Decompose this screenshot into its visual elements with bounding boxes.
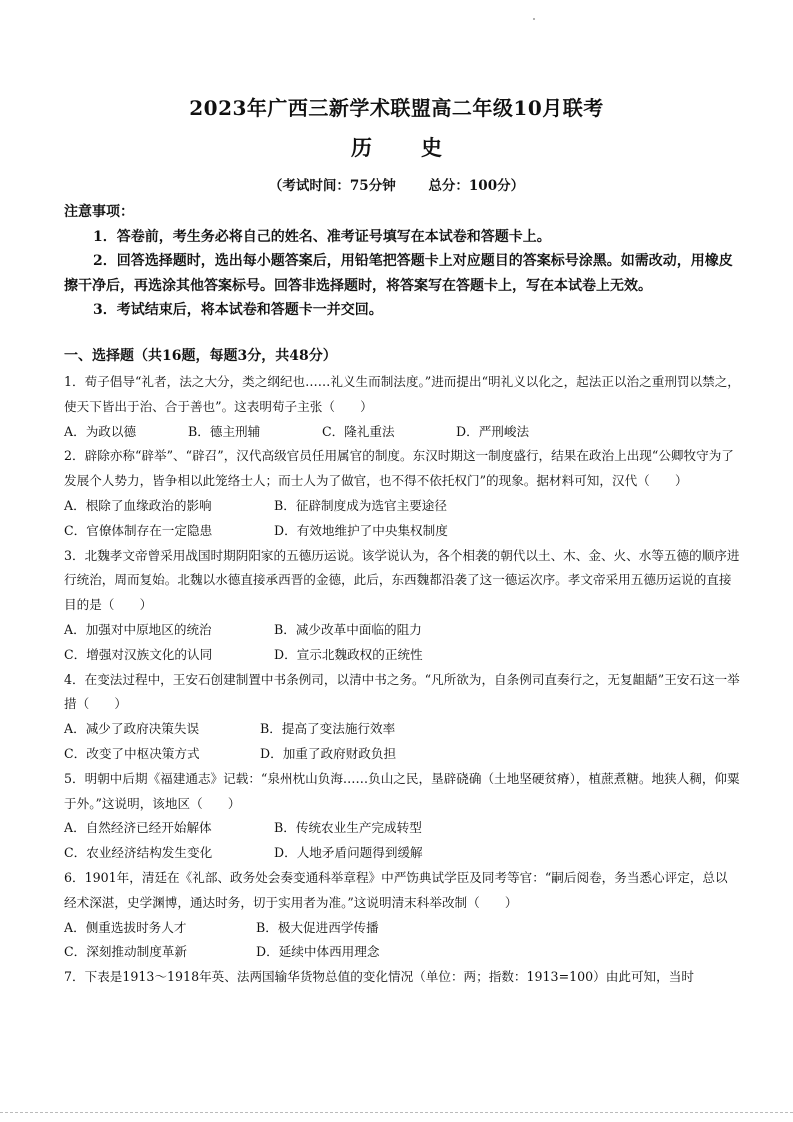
option: A．根除了血缘政治的影响 <box>64 497 212 513</box>
options-row <box>64 841 740 866</box>
note-item: 2．回答选择题时，选出每小题答案后，用铅笔把答题卡上对应题目的答案标号涂黑。如需改动，用橡皮擦干净后，再选涂其他答案标号。回答非选择题时，将答案写在答题卡上，写在本试卷上无效。 <box>64 253 733 294</box>
options-row <box>64 940 740 965</box>
option: C．改变了中枢决策方式 <box>64 745 200 761</box>
options-row <box>64 494 740 519</box>
question-stem: 6．1901年，清廷在《礼部、政务处会奏变通科举章程》中严饬典试学臣及同考等官：“嗣后阅卷，务当悉心评定，总以经术深湛，史学渊博，通达时务，切于实用者为准。”这说明清末科举改制（ ） <box>64 869 728 910</box>
option: C．增强对汉族文化的认同 <box>64 646 213 662</box>
exam-score: 总分：100分） <box>428 178 525 194</box>
option: B．征辟制度成为选官主要途径 <box>274 497 447 513</box>
option: D．延续中体西用理念 <box>256 944 380 960</box>
question <box>64 370 740 444</box>
exam-info <box>0 174 793 194</box>
scan-dot <box>533 18 535 20</box>
question-list <box>64 370 740 990</box>
options-row <box>64 420 740 445</box>
question <box>64 767 740 866</box>
option: A．减少了政府决策失误 <box>64 721 200 737</box>
question-stem: 1．荀子倡导“礼者，法之大分，类之纲纪也……礼义生而制法度。”进而提出“明礼义以化之，起法正以治之重刑罚以禁之，使天下皆出于治、合于善也”。这表明荀子主张（ ） <box>64 374 740 414</box>
options-row <box>64 519 740 544</box>
note-item: 3．考试结束后，将本试卷和答题卡一并交回。 <box>93 302 383 318</box>
option: A．侧重选拔时务人才 <box>64 919 187 935</box>
question-stem: 3．北魏孝文帝曾采用战国时期阴阳家的五德历运说。该学说认为，各个相袭的朝代以土、木、金、火、水等五德的顺序进行统治，周而复始。北魏以水德直接承西晋的金德，此后，东西魏都沿袭了这一德运次序。孝文帝采用五德历运说的直接目的是（ ） <box>64 547 740 613</box>
notes-heading: 注意事项： <box>64 204 134 220</box>
option: C．深刻推动制度革新 <box>64 944 187 960</box>
options-row <box>64 618 740 643</box>
option: A．自然经济已经开始解体 <box>64 820 212 836</box>
question <box>64 866 740 965</box>
option: C．官僚体制存在一定隐患 <box>64 522 213 538</box>
option: B．极大促进西学传播 <box>256 919 379 935</box>
question <box>64 544 740 668</box>
option: B．传统农业生产完成转型 <box>274 820 422 836</box>
option: A．加强对中原地区的统治 <box>64 621 212 637</box>
question <box>64 965 740 990</box>
notes-block <box>64 200 734 323</box>
options-row <box>64 643 740 668</box>
section-title: 一、选择题（共16题，每题3分，共48分） <box>64 348 337 364</box>
options-row <box>64 916 740 941</box>
option: B．减少改革中面临的阻力 <box>274 621 422 637</box>
option: D．严刑峻法 <box>456 423 530 439</box>
question-stem: 7．下表是1913～1918年英、法两国输华货物总值的变化情况（单位：两；指数：1913=100）由此可知，当时 <box>64 969 694 985</box>
note-item: 1．答卷前，考生务必将自己的姓名、准考证号填写在本试卷和答题卡上。 <box>93 228 551 245</box>
option: B．提高了变法施行效率 <box>260 721 396 737</box>
exam-title: 2023年广西三新学术联盟高二年级10月联考 <box>189 96 604 120</box>
options-row <box>64 816 740 841</box>
question-stem: 2．辟除亦称“辟举”、“辟召”，汉代高级官员任用属官的制度。东汉时期这一制度盛行，结果在政治上出现“公卿牧守为了发展个人势力，皆争相以此笼络士人；而士人为了做官，也不得不依托权门”的现象。据材料可知，汉代（ ） <box>64 448 734 489</box>
question <box>64 444 740 543</box>
question <box>64 668 740 767</box>
options-row <box>64 717 740 742</box>
option: C．隆礼重法 <box>322 423 395 439</box>
option: A．为政以德 <box>64 423 137 439</box>
option: D．加重了政府财政负担 <box>260 745 397 761</box>
subject-title: 历 史 <box>351 135 456 160</box>
option: C．农业经济结构发生变化 <box>64 845 213 861</box>
exam-time: （考试时间：75分钟 <box>268 178 396 194</box>
options-row <box>64 742 740 767</box>
question-stem: 5．明朝中后期《福建通志》记载：“泉州枕山负海……负山之民，垦辟硗确（土地坚硬贫瘠），植蔗煮糖。地狭人稠，仰粟于外。”这说明，该地区（ ） <box>64 770 740 811</box>
option: D．有效地维护了中央集权制度 <box>274 522 448 538</box>
option: D．宣示北魏政权的正统性 <box>274 646 423 662</box>
question-stem: 4．在变法过程中，王安石创建制置中书条例司，以清中书之务。“凡所欲为，自条例司直奏行之，无复龃龉”王安石这一举措（ ） <box>64 671 740 712</box>
option: D．人地矛盾问题得到缓解 <box>274 845 423 861</box>
option: B．德主刑辅 <box>188 423 261 439</box>
page-bottom-divider <box>0 1112 793 1113</box>
